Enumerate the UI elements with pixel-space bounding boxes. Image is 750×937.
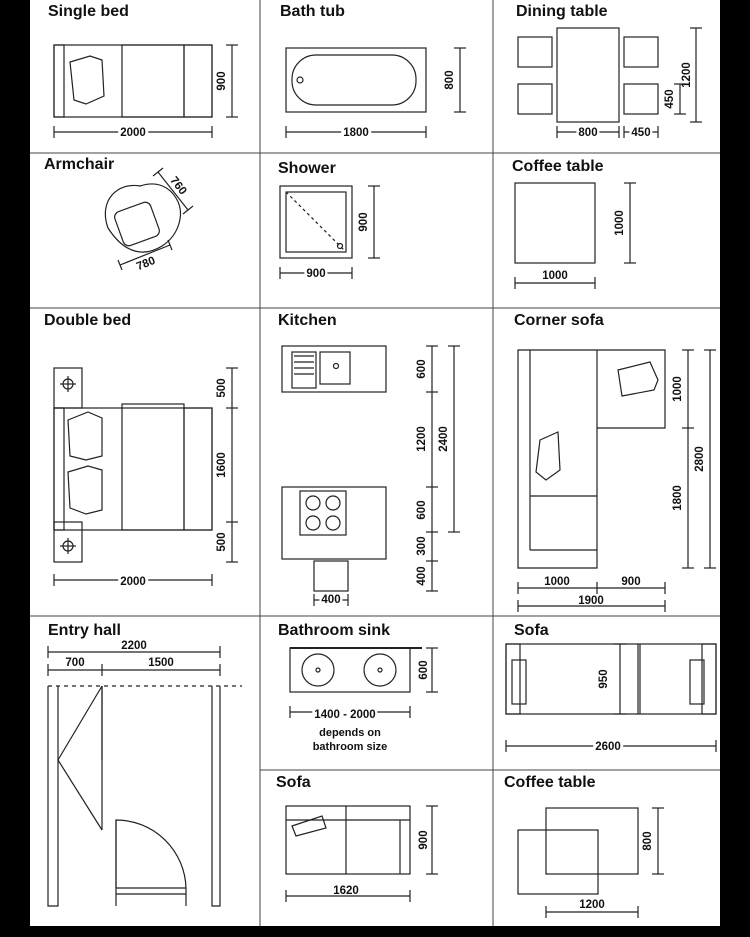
double-bed-width-label: 1600	[216, 452, 228, 478]
corner-sofa-side-length-label: 1800	[672, 485, 684, 511]
kitchen-drawing	[282, 346, 460, 606]
coffee-table-rect-depth-label: 800	[642, 831, 654, 851]
coffee-table-square-width-label: 1000	[542, 270, 568, 282]
kitchen-sink-label: 600	[416, 359, 428, 379]
bathroom-sink-title: Bathroom sink	[278, 622, 391, 639]
armchair-title: Armchair	[44, 156, 115, 173]
kitchen-gap-label: 1200	[416, 426, 428, 452]
dining-table-width-label: 800	[578, 127, 598, 139]
sofa-large-depth-label: 950	[598, 669, 610, 689]
corner-sofa-drawing	[518, 350, 716, 612]
single-bed-drawing	[54, 45, 238, 138]
dining-table-title: Dining table	[516, 3, 608, 20]
bath-tub-depth-label: 800	[444, 70, 456, 90]
sofa-small-depth-label: 900	[418, 830, 430, 850]
double-bed-title: Double bed	[44, 312, 132, 329]
corner-sofa-total-width-label: 1900	[578, 595, 604, 607]
kitchen-clearance-label: 300	[416, 536, 428, 556]
corner-sofa-title: Corner sofa	[514, 312, 604, 329]
corner-sofa-seat-b-label: 900	[621, 576, 641, 588]
armchair-width-label: 780	[134, 254, 158, 274]
sofa-small-width-label: 1620	[333, 885, 359, 897]
entry-hall-left-label: 700	[65, 657, 85, 669]
bathroom-sink-drawing	[290, 648, 438, 718]
bath-tub-drawing	[286, 48, 466, 138]
coffee-table-square-drawing	[515, 183, 636, 289]
kitchen-hob-label: 600	[416, 500, 428, 520]
entry-hall-drawing	[48, 646, 242, 906]
coffee-table-square-depth-label: 1000	[614, 210, 626, 236]
single-bed-width-label: 2000	[120, 127, 146, 139]
sofa-large-width-label: 2600	[595, 741, 621, 753]
double-bed-drawing	[54, 368, 238, 586]
sofa-small-title: Sofa	[276, 774, 311, 791]
bathroom-sink-note	[290, 726, 410, 754]
dining-chair-depth-label: 450	[664, 89, 676, 109]
kitchen-title: Kitchen	[278, 312, 337, 329]
kitchen-stool-gap-label: 400	[416, 566, 428, 586]
shower-title: Shower	[278, 160, 336, 177]
shower-drawing	[280, 186, 380, 279]
bath-tub-title: Bath tub	[280, 3, 345, 20]
corner-sofa-total-height-label: 2800	[694, 446, 706, 472]
dining-table-length-label: 1200	[681, 62, 693, 88]
shower-width-label: 900	[306, 268, 326, 280]
corner-sofa-seat-a-label: 1000	[544, 576, 570, 588]
kitchen-stool-label: 400	[321, 594, 341, 606]
sofa-small-drawing	[286, 806, 438, 902]
shower-depth-label: 900	[358, 212, 370, 232]
bath-tub-width-label: 1800	[343, 127, 369, 139]
furniture-dimensions-sheet	[30, 0, 720, 926]
kitchen-total-label: 2400	[438, 426, 450, 452]
double-bed-nightstand-label: 500	[216, 378, 228, 398]
entry-hall-title: Entry hall	[48, 622, 121, 639]
coffee-table-rect-title: Coffee table	[504, 774, 596, 791]
dining-chair-width-label: 450	[631, 127, 651, 139]
single-bed-title: Single bed	[48, 3, 129, 20]
coffee-table-rect-width-label: 1200	[579, 899, 605, 911]
dining-table-drawing	[518, 28, 702, 138]
entry-hall-total-label: 2200	[121, 640, 147, 652]
coffee-table-square-title: Coffee table	[512, 158, 604, 175]
entry-hall-right-label: 1500	[148, 657, 174, 669]
double-bed-nightstand-2-label: 500	[216, 532, 228, 552]
bathroom-sink-note-line2: bathroom size	[312, 741, 388, 753]
corner-sofa-side-width-label: 1000	[672, 376, 684, 402]
armchair-depth-label: 760	[167, 174, 189, 198]
sofa-large-title: Sofa	[514, 622, 549, 639]
sofa-large-drawing	[506, 644, 716, 752]
single-bed-depth-label: 900	[216, 71, 228, 91]
double-bed-length-label: 2000	[120, 576, 146, 588]
bathroom-sink-width-label: 1400 - 2000	[314, 709, 376, 721]
bathroom-sink-note-line1: depends on	[319, 727, 381, 739]
bathroom-sink-depth-label: 600	[418, 660, 430, 680]
